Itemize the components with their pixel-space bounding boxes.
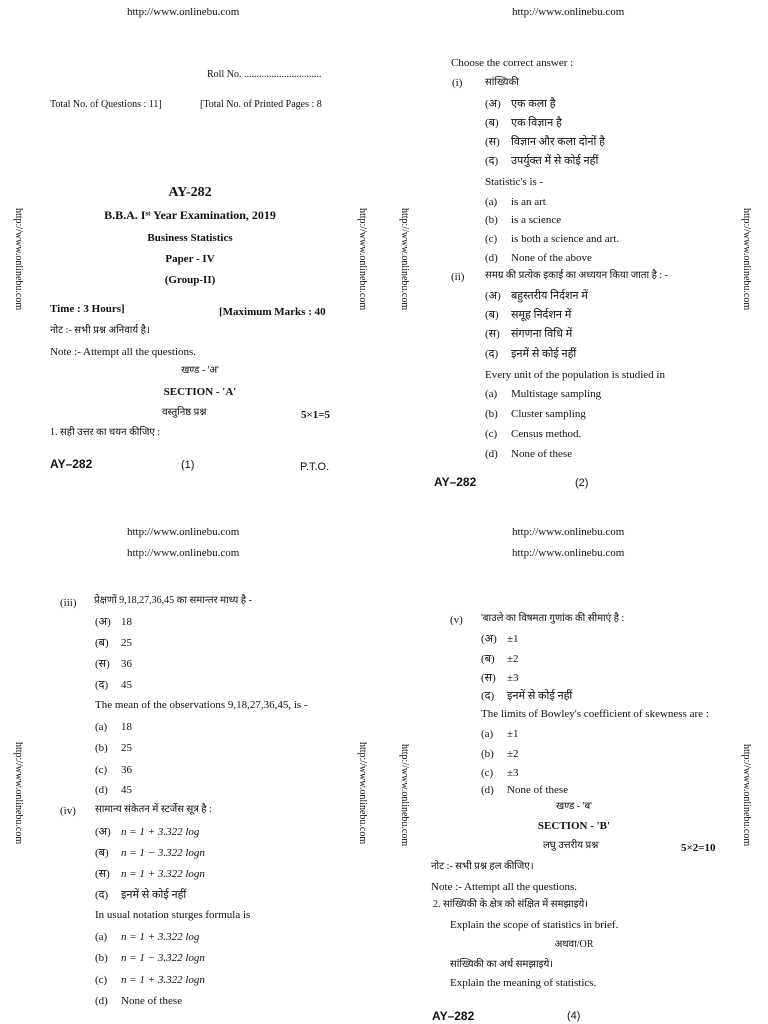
option: (अ) एक कला है bbox=[485, 98, 556, 110]
footer-page-number: (4) bbox=[567, 1010, 581, 1022]
option: (अ) n = 1 + 3.322 log bbox=[95, 826, 200, 838]
question-iii-english: The mean of the observations 9,18,27,36,45, is - bbox=[95, 699, 308, 711]
option: (a) n = 1 + 3.322 log bbox=[95, 931, 200, 943]
option: (स) ±3 bbox=[481, 672, 519, 684]
option: (द) उपर्युक्त में से कोई नहीं bbox=[485, 155, 599, 167]
question-iii-hindi: प्रेक्षणों 9,18,27,36,45 का समान्तर माध्य है - bbox=[94, 595, 252, 606]
option: (d) 45 bbox=[95, 784, 132, 796]
page-3 bbox=[0, 512, 384, 1024]
site-url[interactable]: http://www.onlinebu.com bbox=[127, 526, 240, 538]
option: (a) Multistage sampling bbox=[485, 388, 602, 400]
paper-number: Paper - IV bbox=[165, 253, 215, 265]
section-marks: 5×1=5 bbox=[301, 409, 331, 421]
option: (स) संगणना विधि में bbox=[485, 328, 573, 340]
option: (b) n = 1 − 3.322 logn bbox=[95, 952, 205, 964]
question-2-english: Explain the scope of statistics in brief. bbox=[450, 919, 619, 931]
or-divider: अथवा/OR bbox=[554, 939, 594, 950]
side-url-right: http://www.onlinebu.com bbox=[357, 208, 368, 311]
option: (स) विज्ञान और कला दोनों है bbox=[485, 136, 605, 148]
side-url-right: http://www.onlinebu.com bbox=[357, 742, 368, 845]
option: (अ) बहुस्तरीय निर्दशन में bbox=[485, 290, 588, 302]
short-answer-heading: लघु उत्तरीय प्रश्न bbox=[543, 840, 599, 851]
section-label-hindi: खण्ड - 'ब' bbox=[556, 801, 592, 812]
option: (द) 45 bbox=[95, 679, 132, 691]
note-english: Note :- Attempt all the questions. bbox=[50, 346, 197, 358]
section-label: SECTION - 'B' bbox=[537, 820, 611, 832]
option: (b) is a science bbox=[485, 214, 562, 226]
note-english: Note :- Attempt all the questions. bbox=[431, 881, 578, 893]
question-number: (v) bbox=[450, 614, 463, 626]
note-hindi: नोट :- सभी प्रश्न हल कीजिए। bbox=[431, 861, 534, 872]
question-v-hindi: 'बाउले का विषमता गुणांक की सीमाएं है : bbox=[481, 613, 625, 624]
footer-code: AY–282 bbox=[432, 1009, 475, 1023]
time-allowed: Time : 3 Hours] bbox=[50, 303, 125, 315]
section-label-hindi: खण्ड - 'अ' bbox=[181, 365, 219, 376]
side-url-left: http://www.onlinebu.com bbox=[13, 208, 24, 311]
exam-title: B.B.A. Iˢᵗ Year Examination, 2019 bbox=[104, 208, 276, 222]
option: (द) इनमें से कोई नहीं bbox=[95, 889, 187, 901]
total-pages: [Total No. of Printed Pages : 8 bbox=[200, 99, 322, 110]
option: (d) None of these bbox=[95, 995, 183, 1007]
option: (c) Census method. bbox=[485, 428, 582, 440]
question-iv-english: In usual notation sturges formula is bbox=[95, 909, 251, 921]
option: (b) 25 bbox=[95, 742, 132, 754]
side-url-right: http://www.onlinebu.com bbox=[741, 208, 752, 311]
section-label: SECTION - 'A' bbox=[163, 386, 237, 398]
footer-page-number: (1) bbox=[181, 459, 195, 471]
option: (d) None of the above bbox=[485, 252, 592, 264]
option: (d) None of these bbox=[481, 784, 569, 796]
group: (Group-II) bbox=[164, 274, 216, 286]
option: (द) इनमें से कोई नहीं bbox=[485, 348, 577, 360]
footer-code: AY–282 bbox=[434, 475, 477, 489]
option: (ब) एक विज्ञान है bbox=[485, 117, 562, 129]
option: (ब) n = 1 − 3.322 logn bbox=[95, 847, 205, 859]
page-1 bbox=[0, 0, 384, 512]
question-ii-hindi: समग्र की प्रत्येक इकाई का अध्ययन किया जाता है : - bbox=[485, 270, 669, 281]
option: (a) ±1 bbox=[481, 728, 519, 740]
option: (ब) समूह निर्दशन में bbox=[485, 309, 572, 321]
paper-code: AY-282 bbox=[168, 185, 212, 200]
option: (d) None of these bbox=[485, 448, 573, 460]
question-number: (iii) bbox=[60, 597, 77, 609]
option: (ब) ±2 bbox=[481, 653, 519, 665]
question-number: (ii) bbox=[451, 271, 465, 283]
footer-pto: P.T.O. bbox=[300, 461, 330, 473]
option: (c) n = 1 + 3.322 logn bbox=[95, 974, 205, 986]
question-ii-english: Every unit of the population is studied in bbox=[485, 369, 665, 381]
subject-title: Business Statistics bbox=[147, 232, 233, 244]
question-2-alt-english: Explain the meaning of statistics. bbox=[450, 977, 597, 989]
question-i-hindi: सांख्यिकी bbox=[485, 77, 519, 88]
question-number: (i) bbox=[452, 77, 463, 89]
page-2 bbox=[384, 0, 768, 512]
question-i-english: Statistic's is - bbox=[485, 176, 544, 188]
option: (a) 18 bbox=[95, 721, 132, 733]
question-2-hindi: 2. सांख्यिकी के क्षेत्र को संक्षित में समझाइये। bbox=[433, 899, 589, 910]
option: (स) n = 1 + 3.322 logn bbox=[95, 868, 205, 880]
question-1-hindi: 1. सही उत्तर का चयन कीजिए : bbox=[50, 427, 161, 438]
footer-code: AY–282 bbox=[50, 457, 93, 471]
site-url[interactable]: http://www.onlinebu.com bbox=[512, 547, 625, 559]
option: (ब) 25 bbox=[95, 637, 132, 649]
option: (c) ±3 bbox=[481, 767, 519, 779]
side-url-right: http://www.onlinebu.com bbox=[741, 744, 752, 847]
question-v-english: The limits of Bowley's coefficient of skewness are : bbox=[481, 708, 709, 720]
option: (द) इनमें से कोई नहीं bbox=[481, 690, 573, 702]
objective-heading: वस्तुनिष्ठ प्रश्न bbox=[162, 407, 207, 418]
option: (b) Cluster sampling bbox=[485, 408, 586, 420]
option: (c) 36 bbox=[95, 764, 132, 776]
total-questions: Total No. of Questions : 11] bbox=[50, 99, 162, 110]
site-url[interactable]: http://www.onlinebu.com bbox=[512, 6, 625, 18]
option: (a) is an art bbox=[485, 196, 546, 208]
side-url-left: http://www.onlinebu.com bbox=[13, 742, 24, 845]
maximum-marks: [Maximum Marks : 40 bbox=[219, 306, 326, 318]
option: (c) is both a science and art. bbox=[485, 233, 620, 245]
option: (अ) ±1 bbox=[481, 633, 519, 645]
note-hindi: नोट :- सभी प्रश्न अनिवार्य है। bbox=[50, 325, 150, 336]
side-url-left: http://www.onlinebu.com bbox=[399, 744, 410, 847]
site-url[interactable]: http://www.onlinebu.com bbox=[512, 526, 625, 538]
question-iv-hindi: सामान्य संकेतन में स्टर्जेस सूत्र है : bbox=[95, 804, 212, 815]
option: (स) 36 bbox=[95, 658, 132, 670]
question-number: (iv) bbox=[60, 805, 76, 817]
roll-no: Roll No. ............................... bbox=[207, 69, 322, 80]
site-url[interactable]: http://www.onlinebu.com bbox=[127, 6, 240, 18]
footer-page-number: (2) bbox=[575, 477, 589, 489]
question-2-alt-hindi: सांख्यिकी का अर्थ समझाइये। bbox=[450, 959, 554, 970]
side-url-left: http://www.onlinebu.com bbox=[399, 208, 410, 311]
option: (b) ±2 bbox=[481, 748, 519, 760]
page-4 bbox=[384, 512, 768, 1024]
section-marks: 5×2=10 bbox=[681, 842, 716, 854]
option: (अ) 18 bbox=[95, 616, 132, 628]
choose-correct-answer: Choose the correct answer : bbox=[451, 57, 574, 69]
site-url[interactable]: http://www.onlinebu.com bbox=[127, 547, 240, 559]
